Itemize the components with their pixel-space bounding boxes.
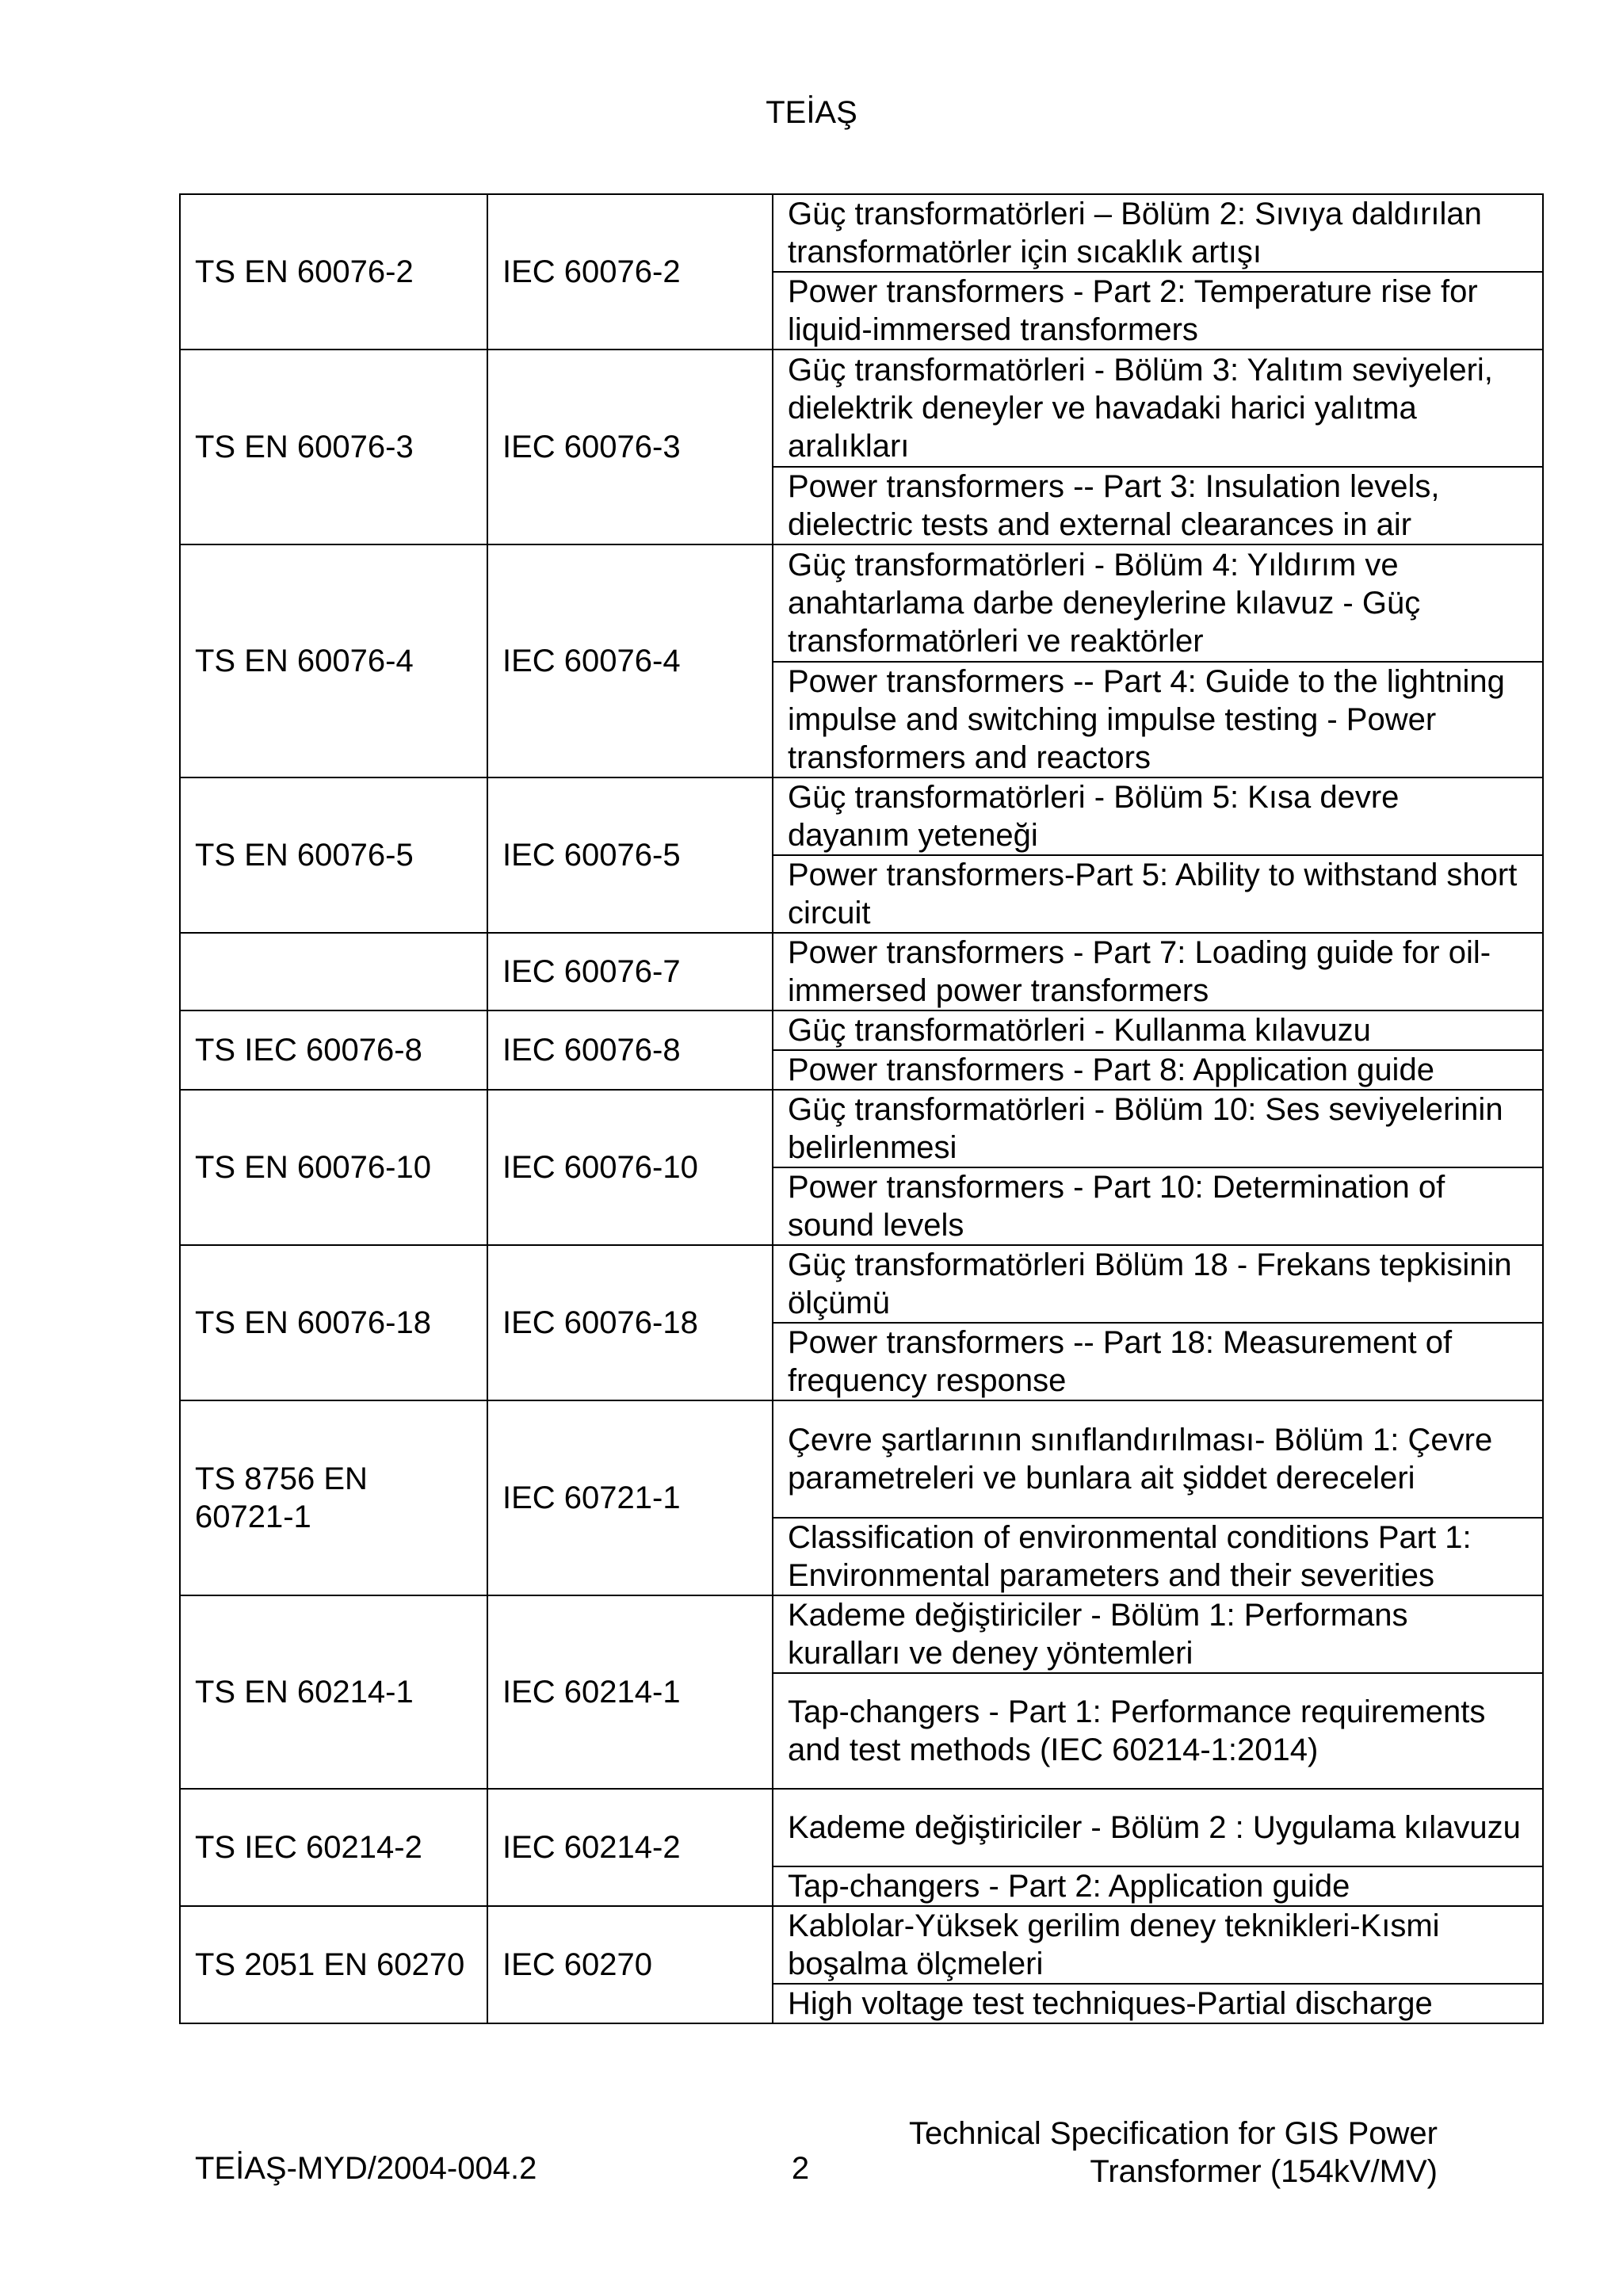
page-header: TEİAŞ bbox=[766, 95, 857, 130]
ts-standard-cell: TS IEC 60076-8 bbox=[180, 1010, 487, 1090]
table-row bbox=[180, 1090, 1543, 1167]
standard-title-cell: High voltage test techniques-Partial discharge bbox=[773, 1984, 1543, 2023]
iec-standard-cell: IEC 60214-2 bbox=[487, 1789, 773, 1906]
standard-title-cell: Classification of environmental conditions Part 1: Environmental parameters and their severities bbox=[773, 1518, 1543, 1595]
standard-title-cell: Güç transformatörleri - Kullanma kılavuzu bbox=[773, 1010, 1543, 1050]
ts-standard-cell: TS 2051 EN 60270 bbox=[180, 1906, 487, 2023]
standard-title-cell: Çevre şartlarının sınıflandırılması- Bölüm 1: Çevre parametreleri ve bunlara ait şiddet dereceleri bbox=[773, 1400, 1543, 1518]
iec-standard-cell: IEC 60076-3 bbox=[487, 350, 773, 544]
iec-standard-cell: IEC 60076-4 bbox=[487, 544, 773, 777]
standard-title-cell: Güç transformatörleri - Bölüm 5: Kısa devre dayanım yeteneği bbox=[773, 777, 1543, 855]
ts-standard-cell: TS EN 60214-1 bbox=[180, 1595, 487, 1789]
table-row bbox=[180, 194, 1543, 272]
table-row bbox=[180, 1595, 1543, 1673]
table-row bbox=[180, 1906, 1543, 1984]
document-code: TEİAŞ-MYD/2004-004.2 bbox=[195, 2151, 537, 2186]
standard-title-cell: Güç transformatörleri - Bölüm 10: Ses seviyelerinin belirlenmesi bbox=[773, 1090, 1543, 1167]
table-row bbox=[180, 544, 1543, 662]
standard-title-cell: Kablolar-Yüksek gerilim deney teknikleri-Kısmi boşalma ölçmeleri bbox=[773, 1906, 1543, 1984]
standard-title-cell: Power transformers -- Part 3: Insulation levels, dielectric tests and external clearances in air bbox=[773, 467, 1543, 544]
ts-standard-cell: TS IEC 60214-2 bbox=[180, 1789, 487, 1906]
iec-standard-cell: IEC 60721-1 bbox=[487, 1400, 773, 1595]
standard-title-cell: Power transformers - Part 10: Determination of sound levels bbox=[773, 1167, 1543, 1245]
iec-standard-cell: IEC 60076-2 bbox=[487, 194, 773, 350]
standard-title-cell: Güç transformatörleri Bölüm 18 - Frekans tepkisinin ölçümü bbox=[773, 1245, 1543, 1323]
standard-title-cell: Kademe değiştiriciler - Bölüm 2 : Uygulama kılavuzu bbox=[773, 1789, 1543, 1866]
standard-title-cell: Power transformers-Part 5: Ability to withstand short circuit bbox=[773, 855, 1543, 933]
ts-standard-cell: TS EN 60076-3 bbox=[180, 350, 487, 544]
ts-standard-cell: TS EN 60076-10 bbox=[180, 1090, 487, 1245]
iec-standard-cell: IEC 60214-1 bbox=[487, 1595, 773, 1789]
iec-standard-cell: IEC 60076-10 bbox=[487, 1090, 773, 1245]
iec-standard-cell: IEC 60076-7 bbox=[487, 933, 773, 1010]
standard-title-cell: Güç transformatörleri - Bölüm 4: Yıldırım ve anahtarlama darbe deneylerine kılavuz - Güç transformatörleri ve reaktörler bbox=[773, 544, 1543, 662]
standard-title-cell: Power transformers - Part 8: Application guide bbox=[773, 1050, 1543, 1090]
table-row bbox=[180, 1245, 1543, 1323]
iec-standard-cell: IEC 60076-18 bbox=[487, 1245, 773, 1400]
ts-standard-cell: TS EN 60076-2 bbox=[180, 194, 487, 350]
ts-standard-cell: TS EN 60076-5 bbox=[180, 777, 487, 933]
standard-title-cell: Power transformers -- Part 18: Measurement of frequency response bbox=[773, 1323, 1543, 1400]
specification-title: Technical Specification for GIS Power Transformer (154kV/MV) bbox=[909, 2116, 1438, 2189]
standard-title-cell: Power transformers -- Part 4: Guide to the lightning impulse and switching impulse testing - Power transformers and reactors bbox=[773, 662, 1543, 777]
standard-title-cell: Güç transformatörleri - Bölüm 3: Yalıtım seviyeleri, dielektrik deneyler ve havadaki harici yalıtma aralıkları bbox=[773, 350, 1543, 467]
ts-standard-cell: TS EN 60076-18 bbox=[180, 1245, 487, 1400]
iec-standard-cell: IEC 60076-8 bbox=[487, 1010, 773, 1090]
standard-title-cell: Power transformers - Part 7: Loading guide for oil-immersed power transformers bbox=[773, 933, 1543, 1010]
page-footer bbox=[0, 2115, 1623, 2202]
table-row bbox=[180, 1400, 1543, 1518]
table-row bbox=[180, 933, 1543, 1010]
iec-standard-cell: IEC 60270 bbox=[487, 1906, 773, 2023]
standards-table-body bbox=[180, 194, 1543, 2023]
standard-title-cell: Power transformers - Part 2: Temperature rise for liquid-immersed transformers bbox=[773, 272, 1543, 350]
table-row bbox=[180, 1789, 1543, 1866]
standard-title-cell: Kademe değiştiriciler - Bölüm 1: Performans kuralları ve deney yöntemleri bbox=[773, 1595, 1543, 1673]
table-row bbox=[180, 350, 1543, 467]
ts-standard-cell: TS EN 60076-4 bbox=[180, 544, 487, 777]
ts-standard-cell bbox=[180, 933, 487, 1010]
table-row bbox=[180, 1010, 1543, 1050]
ts-standard-cell: TS 8756 EN 60721-1 bbox=[180, 1400, 487, 1595]
standard-title-cell: Güç transformatörleri – Bölüm 2: Sıvıya daldırılan transformatörler için sıcaklık artışı bbox=[773, 194, 1543, 272]
standard-title-cell: Tap-changers - Part 2: Application guide bbox=[773, 1866, 1543, 1906]
page-number: 2 bbox=[791, 2151, 810, 2186]
standard-title-cell: Tap-changers - Part 1: Performance requirements and test methods (IEC 60214-1:2014) bbox=[773, 1673, 1543, 1789]
iec-standard-cell: IEC 60076-5 bbox=[487, 777, 773, 933]
standards-table bbox=[179, 193, 1544, 2024]
table-row bbox=[180, 777, 1543, 855]
